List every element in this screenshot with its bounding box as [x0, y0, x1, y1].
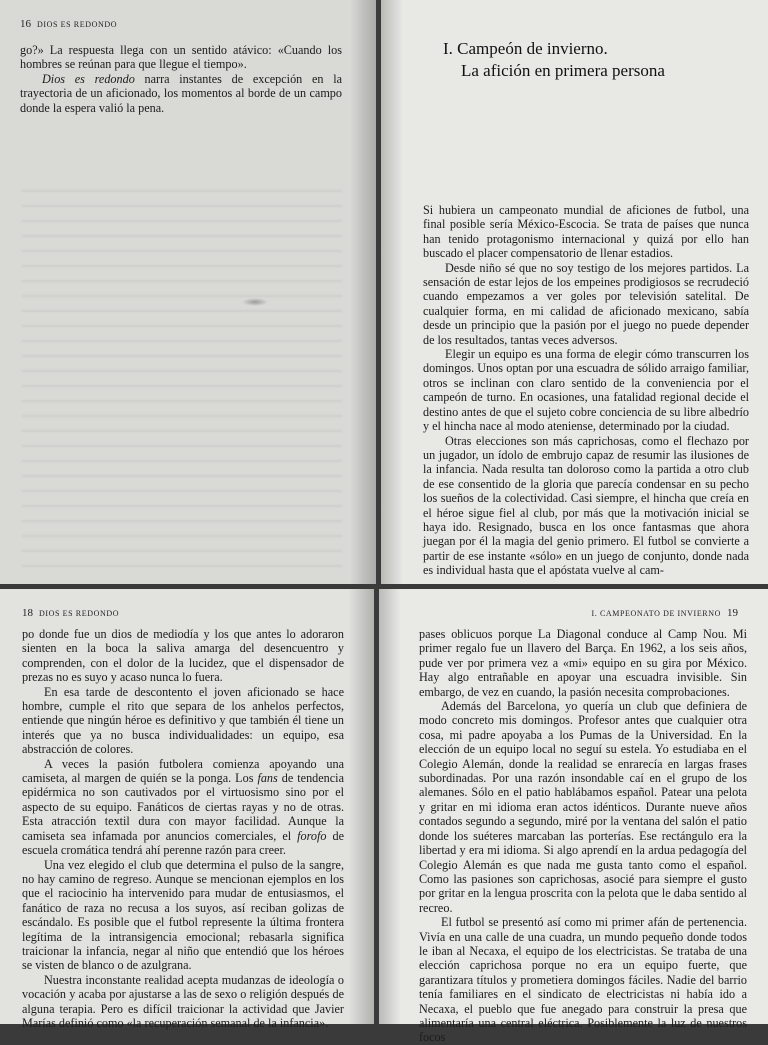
running-head-19 [591, 607, 738, 619]
paragraph [20, 72, 342, 115]
paragraph-text: A veces la pasión futbolera comienza apoyando una camiseta, al margen de quién se la ponga. Los [22, 756, 344, 786]
page-17 [381, 0, 768, 584]
page-18 [0, 589, 374, 1030]
paragraph: Una vez elegido el club que determina el pulso de la sangre, no hay camino de regreso. Aunque se mencionan ejemplos en los que el raciocinio ha intervenido para mudar de entusiasmos, el fanático de raza no recusa a los suyos, así reciban golizas de escándalo. Es posible que el futbol represente la última frontera legítima de la intransigencia emocional; rebasarla significa traicionar la infancia, negar al niño que entendió que los héroes se visten de blanco o de azulgrana. [22, 857, 344, 973]
page-number: 16 [20, 18, 31, 30]
page-number: 18 [22, 607, 33, 619]
paragraph: Elegir un equipo es una forma de elegir cómo transcurren los domingos. Unos optan por una escuadra de sólido arraigo familiar, otros se inclinan con claro sentido de la conveniencia por el campeón de turno. En ocasiones, una fatalidad regional decide el destino antes de que el sujeto cobre conciencia de su libre albedrío y el hincha nace al modo ateniense, determinado por la ciudad. [423, 347, 749, 434]
page-16 [0, 0, 376, 584]
chapter-subtitle: La afición en primera persona [461, 61, 665, 80]
running-head-title: DIOS ES REDONDO [39, 609, 120, 618]
chapter-title [443, 38, 665, 82]
bleed-through-text [22, 190, 342, 570]
paragraph-text: narra instantes de excepción en la trayectoria de un aficionado, los momentos al borde de un campo donde la espera valió la pena. [20, 71, 342, 115]
running-head-title: DIOS ES REDONDO [37, 20, 118, 29]
gutter-shadow [350, 0, 376, 584]
paragraph: Además del Barcelona, yo quería un club que definiera de modo concreto mis domingos. Profesor antes que cualquier otra cosa, mi padre apoyaba a los Pumas de la Universidad. En la elección de un equipo local no seguí su estela. Yo estudiaba en el Colegio Alemán, donde la realidad se enrarecía en largas frases subordinadas. Por una razón insondable caí en el grupo de los alemanes. Sólo en el patio hablábamos español. Patear una pelota y gritar en mi idioma eran actos idénticos. Durante nueve años contados segundo a segundo, miré por la ventana del salón el patio donde los suéteres marcaban las porterías. Ese rectángulo era la libertad y era mi idioma. Si algo aprendí en la ardua pedagogía del Colegio Alemán es que nada me gusta tanto como el español. Como las pasiones son caprichosas, asocié para siempre el gusto por gritar en la lengua proscrita con la pelota que le daba sentido al recreo. [419, 699, 747, 915]
page-19 [379, 589, 768, 1045]
paragraph: Desde niño sé que no soy testigo de los mejores partidos. La sensación de estar lejos de los empeines prodigiosos se recrudeció cuando empezamos a ver goles por televisión satelital. De cualquier forma, en mi calidad de aficionado mexicano, sabía desde un principio que la pasión por el juego no puede depender de los resultados, tantas veces adversos. [423, 260, 749, 347]
book-title: Dios es redondo [42, 71, 135, 86]
ink-smudge [242, 298, 268, 306]
chapter-title-main: I. Campeón de invierno. [443, 39, 608, 58]
body-text [423, 203, 749, 578]
paragraph: Nuestra inconstante realidad acepta mudanzas de ideología o vocación y acaba por ajustarse a las de sexo o religión después de alguna terapia. Pero es difícil traicionar la actividad que Javier Marías definió como «la recuperación semanal de la infancia». [22, 972, 344, 1030]
gutter-shadow [348, 589, 374, 1024]
gutter-shadow [381, 0, 403, 584]
paragraph-text: de tendencia epidérmica no son cautivados por el virtuosismo sino por el aspecto de su equipo. Fanáticos de ciertas rayas y no de otras. Esta atracción textil dura con mayor facilidad. Aunque la camiseta sea infamada por anuncios comerciales, el [22, 771, 344, 843]
paragraph: go?» La respuesta llega con un sentido atávico: «Cuando los hombres se reúnan para que llegue el tiempo». [20, 43, 342, 72]
running-head-16 [20, 18, 117, 30]
italic-term: fans [257, 771, 278, 786]
italic-term: forofo [297, 828, 327, 843]
paragraph: pases oblicuos porque La Diagonal conduce al Camp Nou. Mi primer regalo fue un llavero del Barça. En 1962, a los seis años, pude ver por primera vez a «mi» equipo en su gira por México. Hay algo entrañable en apoyar una escuadra invisible. Sin embargo, de vez en cuando, la pasión necesita comprobaciones. [419, 627, 747, 699]
paragraph: Si hubiera un campeonato mundial de aficiones de futbol, una final posible sería México-Escocia. Se trata de países que nunca han tenido protagonismo internacional y quizá por ello han buscado el placer compensatorio de llenar estadios. [423, 203, 749, 261]
page-number: 19 [727, 607, 738, 619]
paragraph: El futbol se presentó así como mi primer afán de pertenencia. Vivía en una calle de una cuadra, un mundo pequeño donde todos le iban al Necaxa, el equipo de los electricistas. Se trataba de una elección caprichosa porque no era un equipo fuerte, que garantizara títulos y prometiera domingos fáciles. Nadie del barrio tenía familiares en el sindicato de electricistas ni había ido a Necaxa, el pueblo que fue anegado para construir la presa que alimentaría una central eléctrica. Posiblemente la luz de nuestros focos [419, 915, 747, 1045]
paragraph: En esa tarde de descontento el joven aficionado se hace hombre, cumple el rito que separa de los anhelos perfectos, entiende que ningún héroe es definitivo y que también él tiene un interés que ya no busca individualidades: un equipo, esa abstracción de colores. [22, 684, 344, 757]
running-head-18 [22, 607, 119, 619]
paragraph: Otras elecciones son más caprichosas, como el flechazo por un jugador, un ídolo de embrujo capaz de resumir las ilusiones de la infancia. Nada resulta tan doloroso como la partida a otro club de ese consentido de la gloria que parecía condensar en su pecho los sueños de la colectividad. Casi siempre, el hincha que creía en el héroe sigue fiel al club, por más que la motivación inicial se haya ido. Resignado, busca en los once fantasmas que ahora juegan por él la magia del genio primero. El futbol se convierte a partir de ese instante «sólo» en un juego de conjunto, donde nada es individual hasta que el apóstata vuelve al cam- [423, 433, 749, 578]
paragraph [22, 757, 344, 858]
paragraph-text: de escuela cromática tendrá ahí perenne razón para creer. [22, 828, 344, 858]
body-text [419, 627, 747, 1045]
body-text [22, 627, 344, 1030]
gutter-shadow [379, 589, 401, 1024]
body-text [20, 43, 342, 115]
running-head-title: I. CAMPEONATO DE INVIERNO [591, 609, 721, 618]
paragraph: po donde fue un dios de mediodía y los que antes lo adoraron sienten en la boca la saliva amarga del desencuentro y comprenden, con el dolor de la lucidez, que el dispensador de prezas no es suyo y acaso nunca lo fuera. [22, 627, 344, 685]
